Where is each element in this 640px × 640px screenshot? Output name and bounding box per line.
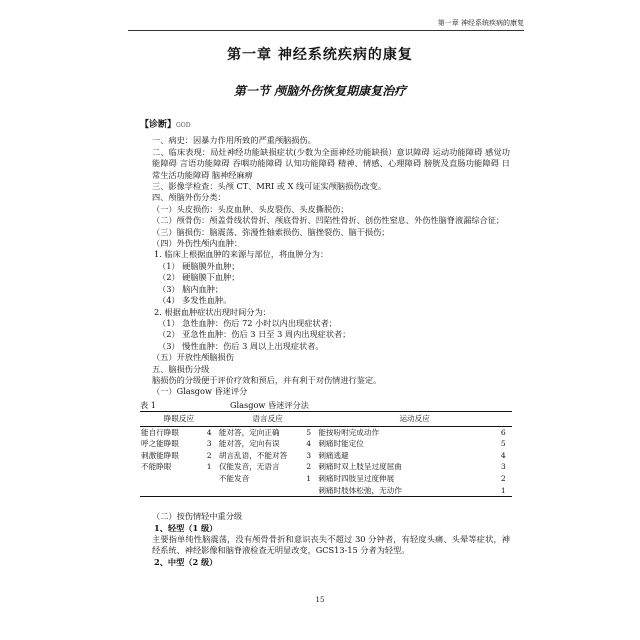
text-line: 脑损伤的分级便于评价疗效和预后，并有利于对伤情进行鉴定。: [152, 374, 382, 385]
table-cell: 能对答，定向有误: [218, 439, 280, 449]
table-cell: 不能睁眼: [141, 462, 172, 472]
text-line: 2. 根据血肿症状出现时间分为：: [154, 306, 271, 317]
table-header-motor: 运动反应: [317, 412, 512, 426]
text-line: （1） 急性血肿：伤后 72 小时以内出现症状者；: [158, 317, 337, 328]
table-cell: 5: [306, 427, 312, 437]
text-line: （1） 硬脑膜外血肿；: [158, 260, 240, 271]
text-line: （三）脑损伤：脑震荡、弥漫性轴索损伤、脑挫裂伤、脑干损伤；: [152, 226, 390, 237]
table-row: [140, 450, 512, 462]
table-cell: 能自行睁眼: [141, 427, 179, 437]
text-line: 二、临床表现：局灶神经功能缺损症状(少数为全面神经功能缺损）意识障碍 运动功能障碍 感觉功能障碍 言语功能障碍 吞咽功能障碍 认知功能障碍 精神、情感、心理障碍 膀胱及直肠功能障碍 日常生活功能障碍 脑神经麻痹: [152, 146, 510, 180]
text-line: 五、脑损伤分级: [152, 363, 210, 374]
table-cell: 3: [206, 439, 212, 449]
diagnosis-heading-label: 【诊断】: [140, 120, 177, 130]
table-cell: [218, 485, 300, 497]
table-cell: 不能发音: [218, 473, 250, 483]
text-line: （3） 脑内血肿；: [158, 283, 224, 294]
table-row: [140, 473, 512, 485]
table-cell: 4: [206, 427, 212, 437]
table-cell: 能对答，定向正确: [218, 427, 280, 437]
table-cell: 2: [500, 473, 506, 483]
table-cell: 1: [206, 462, 212, 472]
table-header-row: [140, 412, 512, 426]
body-text: [140, 120, 510, 568]
table-cell: 5: [500, 439, 506, 449]
text-line: （2） 亚急性血肿：伤后 3 日至 3 周内出现症状者；: [158, 329, 351, 340]
table-cell: 6: [500, 427, 506, 437]
table-cell: 刺痛时双上肢呈过度屈曲: [318, 462, 402, 472]
grading-subheading: （二）按伤情轻中重分级: [152, 511, 243, 522]
chapter-title: 第一章 神经系统疾病的康复: [227, 47, 413, 63]
text-line: （五）开放性颅脑损伤: [152, 352, 234, 363]
table-cell: [201, 485, 218, 497]
table-cell: 1: [306, 473, 312, 483]
table-cell: 1: [495, 485, 512, 497]
table-cell: 2: [306, 462, 312, 472]
table-cell: 刺痛时四肢呈过度伸展: [318, 473, 395, 483]
text-line: 1. 临床上根据血肿的来源与部位，将血肿分为：: [154, 249, 329, 260]
table-row: [140, 426, 512, 438]
table-row: [140, 438, 512, 450]
mild-text: 主要指单纯性脑震荡，没有颅骨骨折和意识丧失不超过 30 分钟者，有轻度头痛、头晕等症状，神经系统、神经影像和脑脊液检查无明显改变，GCS13-15 分者为轻型。: [152, 533, 510, 556]
text-line: 一、病史：因暴力作用所致的严重颅脑损伤。: [152, 135, 316, 146]
table-cell: 呼之能睁眼: [141, 439, 179, 449]
table-caption: [140, 400, 510, 411]
table-row: [140, 461, 512, 473]
mild-label: 1、轻型（1 级）: [154, 522, 218, 533]
table-cell: 胡言乱语，不能对答: [218, 450, 288, 460]
table-header-verbal: 语言反应: [218, 412, 317, 426]
table-cell: 2: [206, 450, 212, 460]
table-cell: 3: [500, 462, 506, 472]
text-line: （二）颅骨伤：颅盖骨线状骨折、颅底骨折、凹陷性骨折、创伤性窒息、外伤性脑脊液漏综合征；: [152, 215, 505, 226]
text-line: （一）头皮损伤：头皮血肿、头皮裂伤、头皮撕脱伤；: [152, 203, 349, 214]
page-number: 15: [315, 596, 325, 604]
text-line: （3） 慢性血肿：伤后 3 周以上出现症状者。: [158, 340, 324, 351]
text-line: （一）Glasgow 昏迷评分: [152, 386, 248, 397]
text-line: （4） 多发性血肿。: [158, 295, 232, 306]
table-cell: [140, 485, 201, 497]
table-cell: 4: [500, 450, 506, 460]
table-cell: [140, 473, 201, 485]
table-cell: 刺激能睁眼: [141, 450, 179, 460]
text-line: 四、颅脑外伤分类：: [152, 192, 226, 203]
text-line: （2） 硬脑膜下血肿；: [158, 272, 240, 283]
diagnosis-heading: [140, 120, 510, 131]
table-cell: [201, 473, 218, 485]
table-header-eye: 睁眼反应: [140, 412, 218, 426]
text-line: 三、影像学检查：头颅 CT、MRI 或 X 线可证实颅脑损伤改变。: [152, 181, 387, 192]
table-title: Glasgow 昏迷评分法: [230, 399, 309, 410]
table-cell: 刺痛时能定位: [318, 439, 364, 449]
table-cell: [300, 485, 317, 497]
table-cell: 4: [306, 439, 312, 449]
section-title: 第一节 颅脑外伤恢复期康复治疗: [233, 84, 407, 98]
table-row: [140, 485, 512, 497]
table-label: 表 1: [140, 399, 156, 410]
table-cell: 刺痛时肢体松弛，无动作: [317, 485, 494, 497]
text-line: （四）外伤性颅内血肿：: [152, 238, 243, 249]
table-cell: 刺痛逃避: [318, 450, 349, 460]
table-cell: 仅能发音，无语言: [218, 462, 280, 472]
diagnosis-heading-note: GOD: [176, 122, 191, 129]
gcs-table: [140, 411, 512, 497]
running-header: 第一章 神经系统疾病的康复: [128, 18, 524, 31]
moderate-label: 2、中型（2 级）: [154, 556, 218, 567]
table-cell: 能按吩咐完成动作: [318, 427, 380, 437]
table-cell: 3: [306, 450, 312, 460]
